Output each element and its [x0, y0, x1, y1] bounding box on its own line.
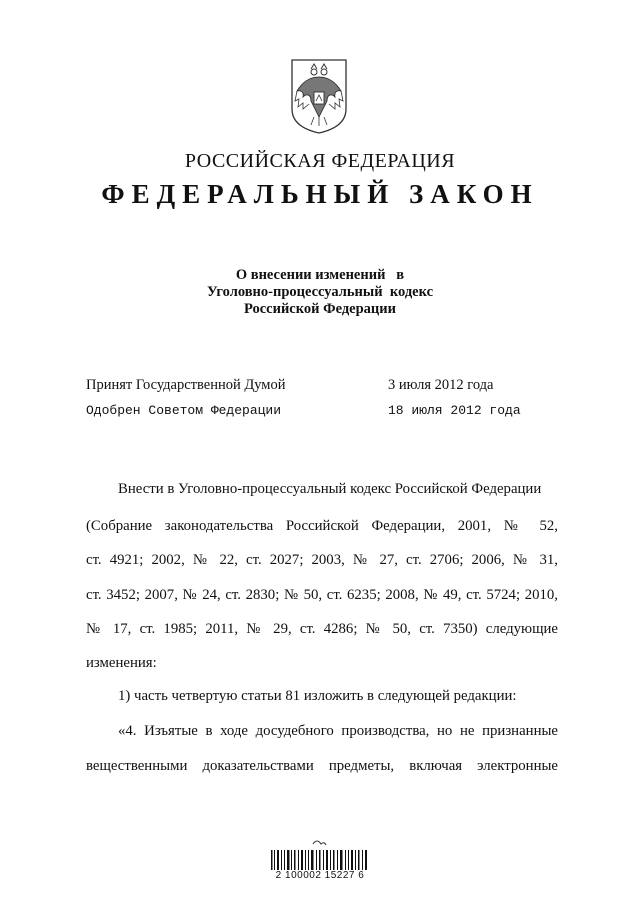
- approval-row: [86, 403, 566, 418]
- law-type-heading: ФЕДЕРАЛЬНЫЙ ЗАКОН: [101, 179, 539, 209]
- body-line: ст. 3452; 2007, № 24, ст. 2830; № 50, ст. 6235; 2008, № 49, ст. 5724; 2010,: [86, 587, 558, 603]
- adopted-date: 3 июля 2012 года: [388, 377, 494, 393]
- coat-of-arms-emblem: [289, 57, 349, 135]
- barcode-number: 2 100002 15227 6: [275, 870, 365, 881]
- law-title-line: Российской Федерации: [243, 301, 396, 317]
- law-title-line: Уголовно-процессуальный кодекс: [206, 284, 434, 300]
- law-title-line: О внесении изменений в: [235, 267, 405, 283]
- barcode: [265, 836, 375, 896]
- country-heading: РОССИЙСКАЯ ФЕДЕРАЦИЯ: [184, 150, 456, 172]
- adoption-row: [86, 377, 566, 394]
- body-line: изменения:: [86, 655, 157, 671]
- body-line: вещественными доказательствами предметы, включая электронные: [86, 758, 558, 774]
- body-line: 1) часть четвертую статьи 81 изложить в следующей редакции:: [118, 688, 517, 704]
- approved-date: 18 июля 2012 года: [388, 403, 521, 418]
- adopted-by-label: Принят Государственной Думой: [86, 377, 286, 393]
- body-line: (Собрание законодательства Российской Федерации, 2001, № 52,: [86, 518, 558, 534]
- body-line: № 17, ст. 1985; 2011, № 29, ст. 4286; № 50, ст. 7350) следующие: [86, 621, 558, 637]
- law-title: [0, 267, 640, 318]
- body-line: Внести в Уголовно-процессуальный кодекс Российской Федерации: [118, 481, 542, 497]
- approved-by-label: Одобрен Советом Федерации: [86, 403, 282, 418]
- body-line: ст. 4921; 2002, № 22, ст. 2027; 2003, № 27, ст. 2706; 2006, № 31,: [86, 552, 558, 568]
- body-line: «4. Изъятые в ходе досудебного производства, но не признанные: [118, 723, 558, 739]
